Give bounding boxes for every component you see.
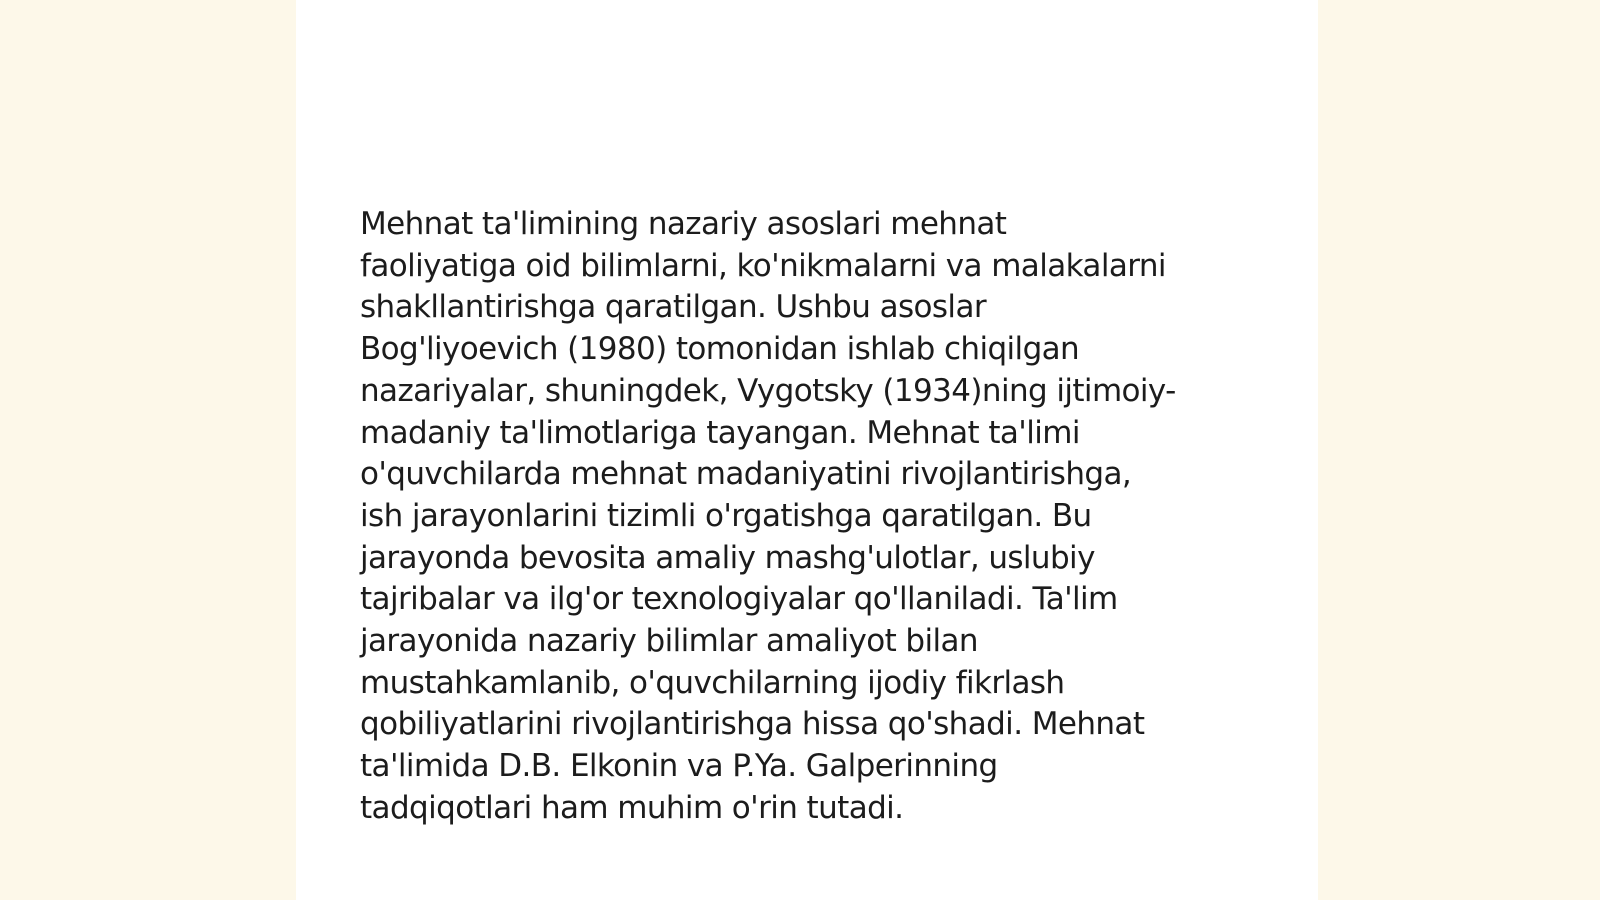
slide [296,0,1318,900]
slide-paragraph: Mehnat ta'limining nazariy asoslari mehnat faoliyatiga oid bilimlarni, ko'nikmalarni va malakalarni shakllantirishga qaratilgan. Ushbu asoslar Bog'liyoevich (1980) tomonidan ishlab chiqilgan nazariyalar, shuningdek, Vygotsky (1934)ning ijtimoiy- madaniy ta'limotlariga tayangan. Mehnat ta'limi o'quvchilarda mehnat madaniyatini rivojlantirishga, ish jarayonlarini tizimli o'rgatishga qaratilgan. Bu jarayonda bevosita amaliy mashg'ulotlar, uslubiy tajribalar va ilg'or texnologiyalar qo'llaniladi. Ta'lim jarayonida nazariy bilimlar amaliyot bilan mustahkamlanib, o'quvchilarning ijodiy fikrlash qobiliyatlarini rivojlantirishga hissa qo'shadi. Mehnat ta'limida D.B. Elkonin va P.Ya. Galperinning tadqiqotlari ham muhim o'rin tutadi. [360,206,1176,826]
